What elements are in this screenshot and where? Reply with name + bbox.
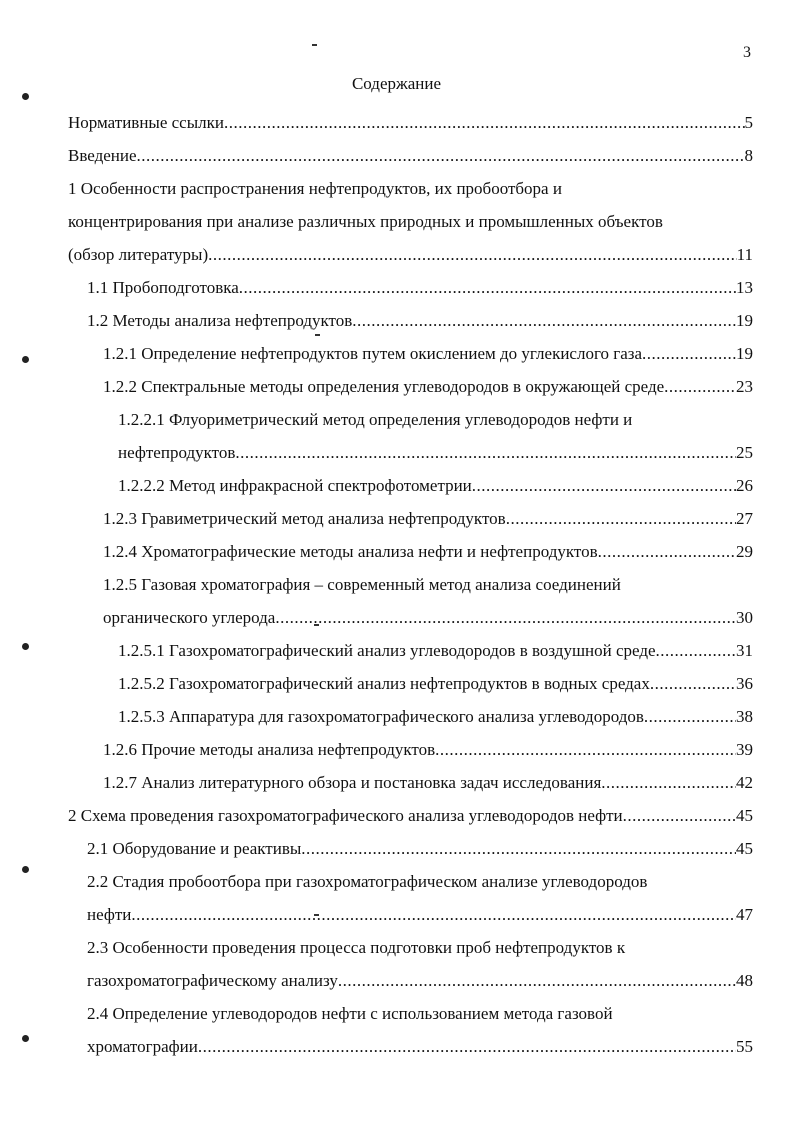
scan-speck (315, 334, 320, 336)
dot-leader (275, 601, 736, 634)
toc-entry[interactable] (0, 304, 793, 337)
toc-entry-text: 1.2.3 Гравиметрический метод анализа нефтепродуктов (103, 509, 506, 528)
dot-leader (623, 799, 736, 832)
toc-page-number: 11 (736, 245, 753, 264)
toc-page-number: 31 (736, 641, 753, 660)
toc-entry[interactable] (0, 865, 793, 931)
toc-entry-line (0, 799, 793, 832)
toc-page-number: 38 (736, 707, 753, 726)
toc-entry-text: 1.2 Методы анализа нефтепродуктов (87, 311, 353, 330)
dot-leader (472, 469, 736, 502)
toc-entry-text: 1.2.2.2 Метод инфракрасной спектрофотометрии (118, 476, 472, 495)
toc-entry[interactable] (0, 667, 793, 700)
toc-entry-line (0, 898, 793, 931)
toc-entry-line (0, 436, 793, 469)
toc-entry-text: 1.2.5.2 Газохроматографический анализ нефтепродуктов в водных средах (118, 674, 650, 693)
page-title: Содержание (351, 74, 442, 93)
toc-entry-text: (обзор литературы) (68, 245, 209, 264)
dot-leader (601, 766, 736, 799)
dot-leader (131, 898, 736, 931)
toc-entry-line (0, 601, 793, 634)
dot-leader (235, 436, 736, 469)
toc-page-number: 39 (736, 740, 753, 759)
toc-page-number: 30 (736, 608, 753, 627)
toc-page-number: 19 (736, 311, 753, 330)
binder-hole-mark (22, 1035, 29, 1042)
toc-entry-text: 1.1 Пробоподготовка (87, 278, 239, 297)
toc-entry[interactable] (0, 106, 793, 139)
toc-entry-line (0, 370, 793, 403)
toc-page-number: 48 (736, 971, 753, 990)
toc-entry-text: 1.2.7 Анализ литературного обзора и постановка задач исследования (103, 773, 602, 792)
toc-entry-text: хроматографии (87, 1037, 198, 1056)
toc-entry-line (0, 106, 793, 139)
toc-page-number: 55 (736, 1037, 753, 1056)
toc-entry-line (0, 733, 793, 766)
scan-speck (314, 914, 319, 916)
toc-entry-text: органического углерода (103, 608, 276, 627)
toc-entry[interactable] (0, 337, 793, 370)
toc-page-number: 36 (736, 674, 753, 693)
dot-leader (664, 370, 736, 403)
toc-entry-line (0, 766, 793, 799)
page-number: 3 (743, 44, 751, 61)
dot-leader (137, 139, 745, 172)
toc-entry-text: 1.2.5.1 Газохроматографический анализ углеводородов в воздушной среде (118, 641, 656, 660)
dot-leader (435, 733, 736, 766)
toc-entry-line (0, 238, 793, 271)
binder-hole-mark (22, 356, 29, 363)
dot-leader (650, 667, 736, 700)
toc-entry-text: 2.2 Стадия пробоотбора при газохроматографическом анализе углеводородов (87, 872, 648, 891)
toc-entry[interactable] (0, 370, 793, 403)
toc-entry-line (0, 1030, 793, 1063)
toc-entry-text: 2.4 Определение углеводородов нефти с использованием метода газовой (87, 1004, 613, 1023)
toc-entry-text: концентрирования при анализе различных природных и промышленных объектов (68, 212, 663, 231)
dot-leader (656, 634, 736, 667)
dot-leader (338, 964, 736, 997)
toc-entry[interactable] (0, 502, 793, 535)
toc-entry[interactable] (0, 172, 793, 271)
scan-speck (312, 44, 317, 46)
toc-entry-line (0, 304, 793, 337)
toc-entry[interactable] (0, 535, 793, 568)
binder-hole-mark (22, 866, 29, 873)
toc-page-number: 25 (736, 443, 753, 462)
toc-entry-text: 1.2.6 Прочие методы анализа нефтепродуктов (103, 740, 436, 759)
toc-entry[interactable] (0, 799, 793, 832)
toc-page-number: 19 (736, 344, 753, 363)
toc-entry-text: Нормативные ссылки (68, 113, 224, 132)
toc-entry-text: 1.2.2 Спектральные методы определения углеводородов в окружающей среде (103, 377, 665, 396)
toc-entry-text: нефти (87, 905, 132, 924)
dot-leader (352, 304, 736, 337)
toc-page-number: 27 (736, 509, 753, 528)
toc-page-number: 26 (736, 476, 753, 495)
dot-leader (239, 271, 736, 304)
toc-entry-text: 1.2.2.1 Флуориметрический метод определения углеводородов нефти и (118, 410, 633, 429)
toc-entry[interactable] (0, 766, 793, 799)
toc-entry-text: газохроматографическому анализу (87, 971, 338, 990)
toc-entry-line (0, 337, 793, 370)
toc-entry-text: Введение (68, 146, 137, 165)
dot-leader (642, 337, 736, 370)
toc-entry[interactable] (0, 931, 793, 997)
binder-hole-mark (22, 643, 29, 650)
toc-entry[interactable] (0, 700, 793, 733)
toc-entry-line (0, 469, 793, 502)
toc-entry[interactable] (0, 469, 793, 502)
toc-entry[interactable] (0, 139, 793, 172)
toc-entry-text: 1.2.5.3 Аппаратура для газохроматографического анализа углеводородов (118, 707, 644, 726)
dot-leader (598, 535, 736, 568)
toc-entry-text: 2.1 Оборудование и реактивы (87, 839, 302, 858)
toc-entry[interactable] (0, 832, 793, 865)
toc-entry-text: 2.3 Особенности проведения процесса подготовки проб нефтепродуктов к (87, 938, 626, 957)
toc-entry-line (0, 832, 793, 865)
dot-leader (301, 832, 736, 865)
toc-entry[interactable] (0, 634, 793, 667)
toc-entry-line (0, 271, 793, 304)
binder-hole-mark (22, 93, 29, 100)
dot-leader (644, 700, 736, 733)
toc-page-number: 47 (736, 905, 753, 924)
dot-leader (208, 238, 736, 271)
toc-entry-text: нефтепродуктов (118, 443, 236, 462)
toc-page-number: 45 (736, 839, 753, 858)
toc-entry-text: 2 Схема проведения газохроматографического анализа углеводородов нефти (68, 806, 623, 825)
toc-entry[interactable] (0, 271, 793, 304)
toc-entry-text: 1.2.5 Газовая хроматография – современный метод анализа соединений (103, 575, 621, 594)
toc-entry-line (0, 964, 793, 997)
toc-page-number: 42 (736, 773, 753, 792)
toc-page-number: 45 (736, 806, 753, 825)
toc-entry-line (0, 667, 793, 700)
toc-entry-text: 1 Особенности распространения нефтепродуктов, их пробоотбора и (68, 179, 562, 198)
toc-page-number: 5 (744, 113, 753, 132)
dot-leader (198, 1030, 736, 1063)
toc-entry-line (0, 634, 793, 667)
toc-entry-line (0, 700, 793, 733)
toc-entry[interactable] (0, 733, 793, 766)
dot-leader (506, 502, 736, 535)
toc-entry[interactable] (0, 403, 793, 469)
toc-entry-line (0, 535, 793, 568)
toc-entry-line (0, 502, 793, 535)
toc-entry-text: 1.2.1 Определение нефтепродуктов путем окислением до углекислого газа (103, 344, 643, 363)
scan-speck (314, 624, 319, 626)
toc-entry[interactable] (0, 997, 793, 1063)
dot-leader (224, 106, 745, 139)
table-of-contents (0, 106, 793, 1063)
toc-entry-line (0, 139, 793, 172)
toc-page-number: 23 (736, 377, 753, 396)
toc-entry[interactable] (0, 568, 793, 634)
toc-page-number: 8 (744, 146, 753, 165)
toc-page-number: 29 (736, 542, 753, 561)
toc-entry-text: 1.2.4 Хроматографические методы анализа нефти и нефтепродуктов (103, 542, 598, 561)
toc-page-number: 13 (736, 278, 753, 297)
